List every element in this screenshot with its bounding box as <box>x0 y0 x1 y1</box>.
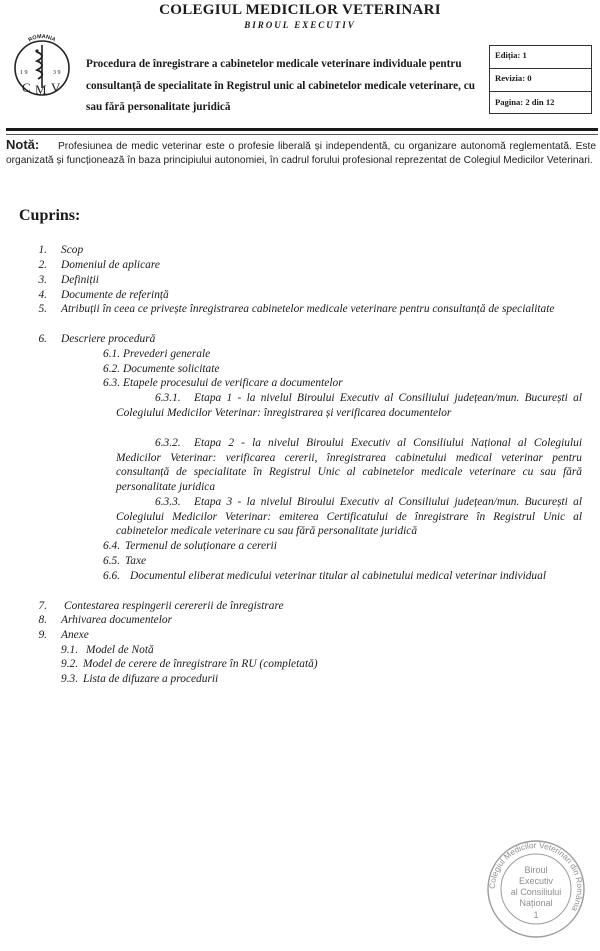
toc-number: 4. <box>38 289 47 301</box>
toc-number: 2. <box>38 259 47 271</box>
toc-item: Arhivarea documentelor <box>61 614 173 626</box>
toc-number: 9.1. <box>61 644 79 656</box>
toc-number: 6.6. <box>103 570 121 582</box>
toc-number: 6.3.2. <box>155 437 181 449</box>
toc-item: Documentul eliberat medicului veterinar titular al cabinetului medical veterinar individual <box>130 570 546 582</box>
meta-divider <box>490 68 591 69</box>
note-text: Profesiunea de medic veterinar este o profesie liberală și independentă, cu organizare autonomă reglementată. Este organizată și funcționează în baza principiului autonomiei, în cadrul forului profesional reprezentat de Colegiul Medicilor Veterinari. <box>6 141 596 167</box>
procedure-title: Procedura de înregistrare a cabinetelor medicale veterinare individuale pentru consultanță de specialitate în Registrul unic al cabinetelor medicale veterinare, cu sau fără personalitate juridică <box>86 58 475 113</box>
toc-number: 6.3.1. <box>155 392 181 404</box>
toc-number: 1. <box>38 244 47 256</box>
toc-number: 9.3. <box>61 673 79 685</box>
stamp-line: al Consiliului <box>510 887 562 897</box>
toc-number: 8. <box>38 614 47 626</box>
toc-number: 5. <box>38 303 47 315</box>
toc-item: Prevederi generale <box>123 348 211 360</box>
toc-number: 7. <box>38 600 47 612</box>
office-name: BIROUL EXECUTIV <box>244 20 356 30</box>
logo-letter-c: C <box>22 80 31 95</box>
toc-item: Contestarea respingerii cerererii de înregistrare <box>64 600 284 612</box>
stamp-line: Național <box>519 898 553 908</box>
toc-item: Anexe <box>61 629 89 641</box>
toc-item: Model de cerere de înregistrare în RU (completată) <box>83 658 318 670</box>
meta-divider <box>490 91 591 92</box>
logo-letter-m: M <box>35 82 47 97</box>
note-paragraph <box>6 138 596 168</box>
contents-heading: Cuprins: <box>19 207 81 224</box>
toc-item: Model de Notă <box>86 644 154 656</box>
toc-item: Etapele procesului de verificare a documentelor <box>123 377 343 389</box>
toc-item: Etapa 1 - la nivelul Biroului Executiv al Consiliului județean/mun. București al Colegiului Medicilor Veterinar: înregistrarea și verificarea documentelor <box>116 392 582 419</box>
toc-item: Taxe <box>125 555 147 567</box>
toc-number: 6.3.3. <box>155 496 181 508</box>
toc-item: Etapa 2 - la nivelul Biroului Executiv al Consiliului Național al Colegiului Medicilor Veterinar: verificarea cererii, înregistrarea cabinetului medical veterinar pentru consultanță de specialitate în Registrul Unic al cabinetelor medicale veterinare cu sau fără personalitate juridica <box>116 437 582 493</box>
logo-top-text: ROMANIA <box>27 33 57 44</box>
logo-year-right: 3 9 <box>53 70 61 76</box>
toc-item: Scop <box>61 244 84 256</box>
toc-item: Lista de difuzare a procedurii <box>83 673 219 685</box>
stamp-number: 1 <box>533 910 539 920</box>
cmv-logo <box>10 30 74 106</box>
stamp-line: Biroul <box>524 865 548 875</box>
toc-item: Descriere procedură <box>61 333 156 345</box>
toc-item: Documente solicitate <box>123 363 220 375</box>
toc-number: 6.3. <box>103 377 121 389</box>
toc-item: Atribuții în ceea ce privește înregistrarea cabinetelor medicale veterinare pentru consultanță de specialitate <box>61 303 555 315</box>
toc-item: Termenul de soluționare a cererii <box>125 540 277 552</box>
revision-label: Revizia: 0 <box>495 73 532 83</box>
page-label: Pagina: 2 din 12 <box>495 97 555 107</box>
edition-label: Ediția: 1 <box>495 50 527 60</box>
stamp-ring-text: Colegiul Medicilor Veterinari din România <box>487 840 585 913</box>
toc-item: Documente de referință <box>61 289 169 301</box>
toc-number: 9. <box>38 629 47 641</box>
toc-number: 6.2. <box>103 363 121 375</box>
toc-item: Etapa 3 - la nivelul Biroului Executiv al Consiliului județean/mun. București al Colegiului Medicilor Veterinar: emiterea Certificatului de înregistrare în Registrul Unic al cabinetelor medicale veterinare cu sau fără personalitate juridică <box>116 496 582 538</box>
toc-item: Domeniul de aplicare <box>61 259 160 271</box>
toc-number: 6.4. <box>103 540 121 552</box>
note-label: Notă: <box>6 137 40 152</box>
toc-number: 9.2. <box>61 658 79 670</box>
institution-name: COLEGIUL MEDICILOR VETERINARI <box>159 2 441 18</box>
toc-number: 6. <box>38 333 47 345</box>
toc-number: 3. <box>38 274 47 286</box>
svg-text:ROMANIA <box>28 34 57 44</box>
toc-item: Definiții <box>61 274 99 286</box>
header-divider-thin <box>6 134 598 135</box>
header-divider <box>6 128 598 131</box>
stamp-line: Executiv <box>518 876 554 886</box>
toc-number: 6.5. <box>103 555 121 567</box>
official-stamp <box>483 829 589 939</box>
document-meta-box <box>489 45 592 114</box>
logo-letter-v: V <box>51 80 61 95</box>
logo-year-left: 1 9 <box>20 70 28 76</box>
toc-number: 6.1. <box>103 348 121 360</box>
